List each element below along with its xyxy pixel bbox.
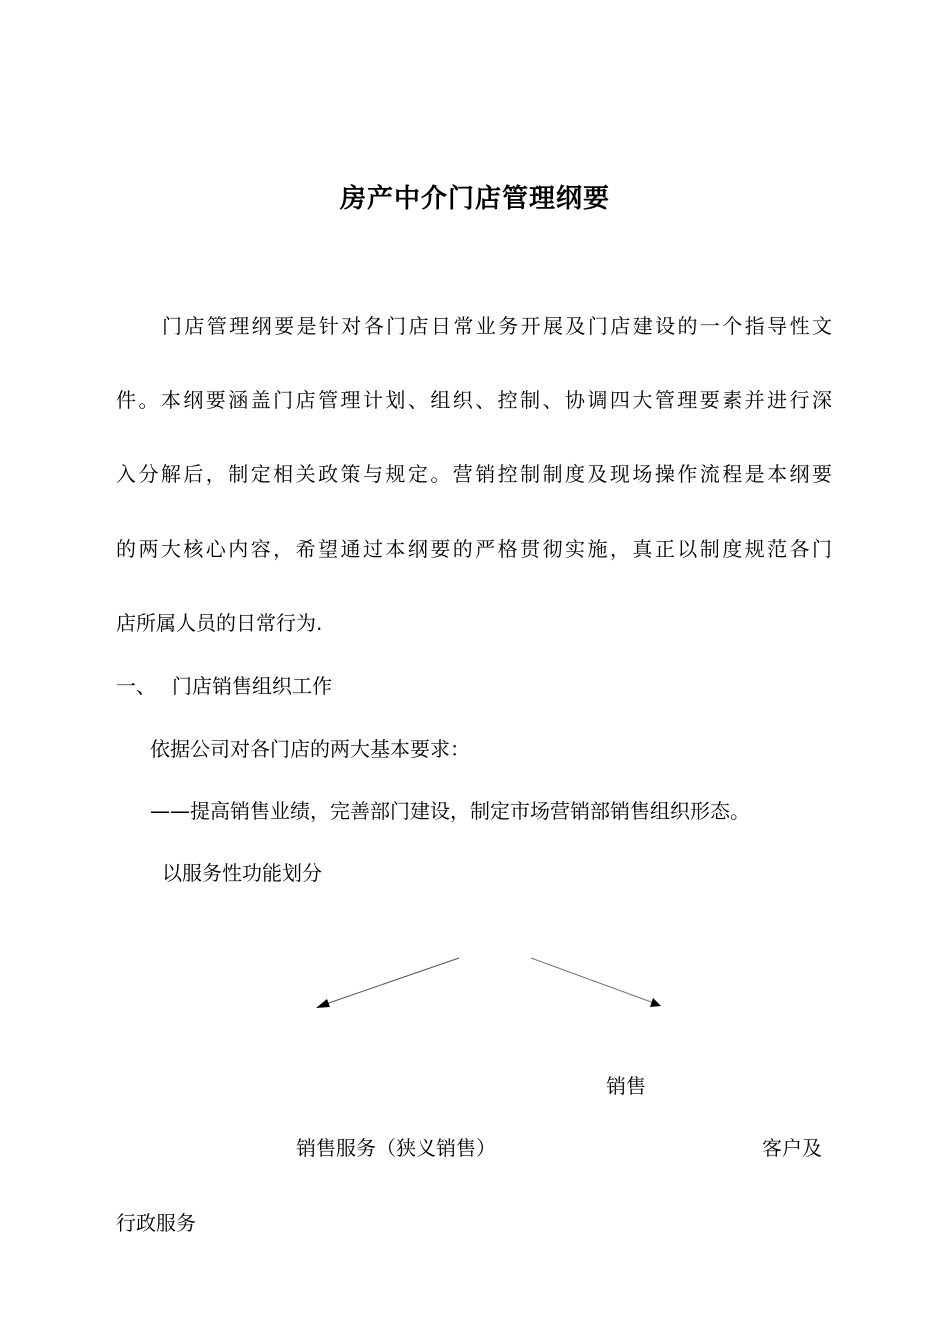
intro-line-2: 件。本纲要涵盖门店管理计划、组织、控制、协调四大管理要素并进行深 [116, 388, 832, 412]
basis-text: 依据公司对各门店的两大基本要求： [150, 737, 470, 761]
left-arrow [316, 958, 459, 1008]
intro-line-4: 的两大核心内容，希望通过本纲要的严格贯彻实施，真正以制度规范各门 [116, 537, 832, 561]
diagram-label-sales-service: 销售服务（狭义销售） [296, 1136, 496, 1160]
section-number: 一、 [116, 674, 156, 698]
diagram-label-customer: 客户及 [762, 1136, 822, 1160]
section-heading: 门店销售组织工作 [172, 674, 332, 698]
intro-line-1: 门店管理纲要是针对各门店日常业务开展及门店建设的一个指导性文 [162, 314, 832, 338]
right-arrow [531, 958, 661, 1007]
diagram-label-admin: 行政服务 [116, 1211, 196, 1235]
division-text: 以服务性功能划分 [162, 861, 322, 885]
intro-line-5: 店所属人员的日常行为. [116, 611, 323, 635]
document-title: 房产中介门店管理纲要 [339, 184, 610, 214]
intro-line-3: 入分解后，制定相关政策与规定。营销控制制度及现场操作流程是本纲要 [116, 462, 832, 486]
diagram-label-sales: 销售 [606, 1074, 646, 1098]
requirement-text: ——提高销售业绩，完善部门建设，制定市场营销部销售组织形态。 [150, 799, 750, 823]
